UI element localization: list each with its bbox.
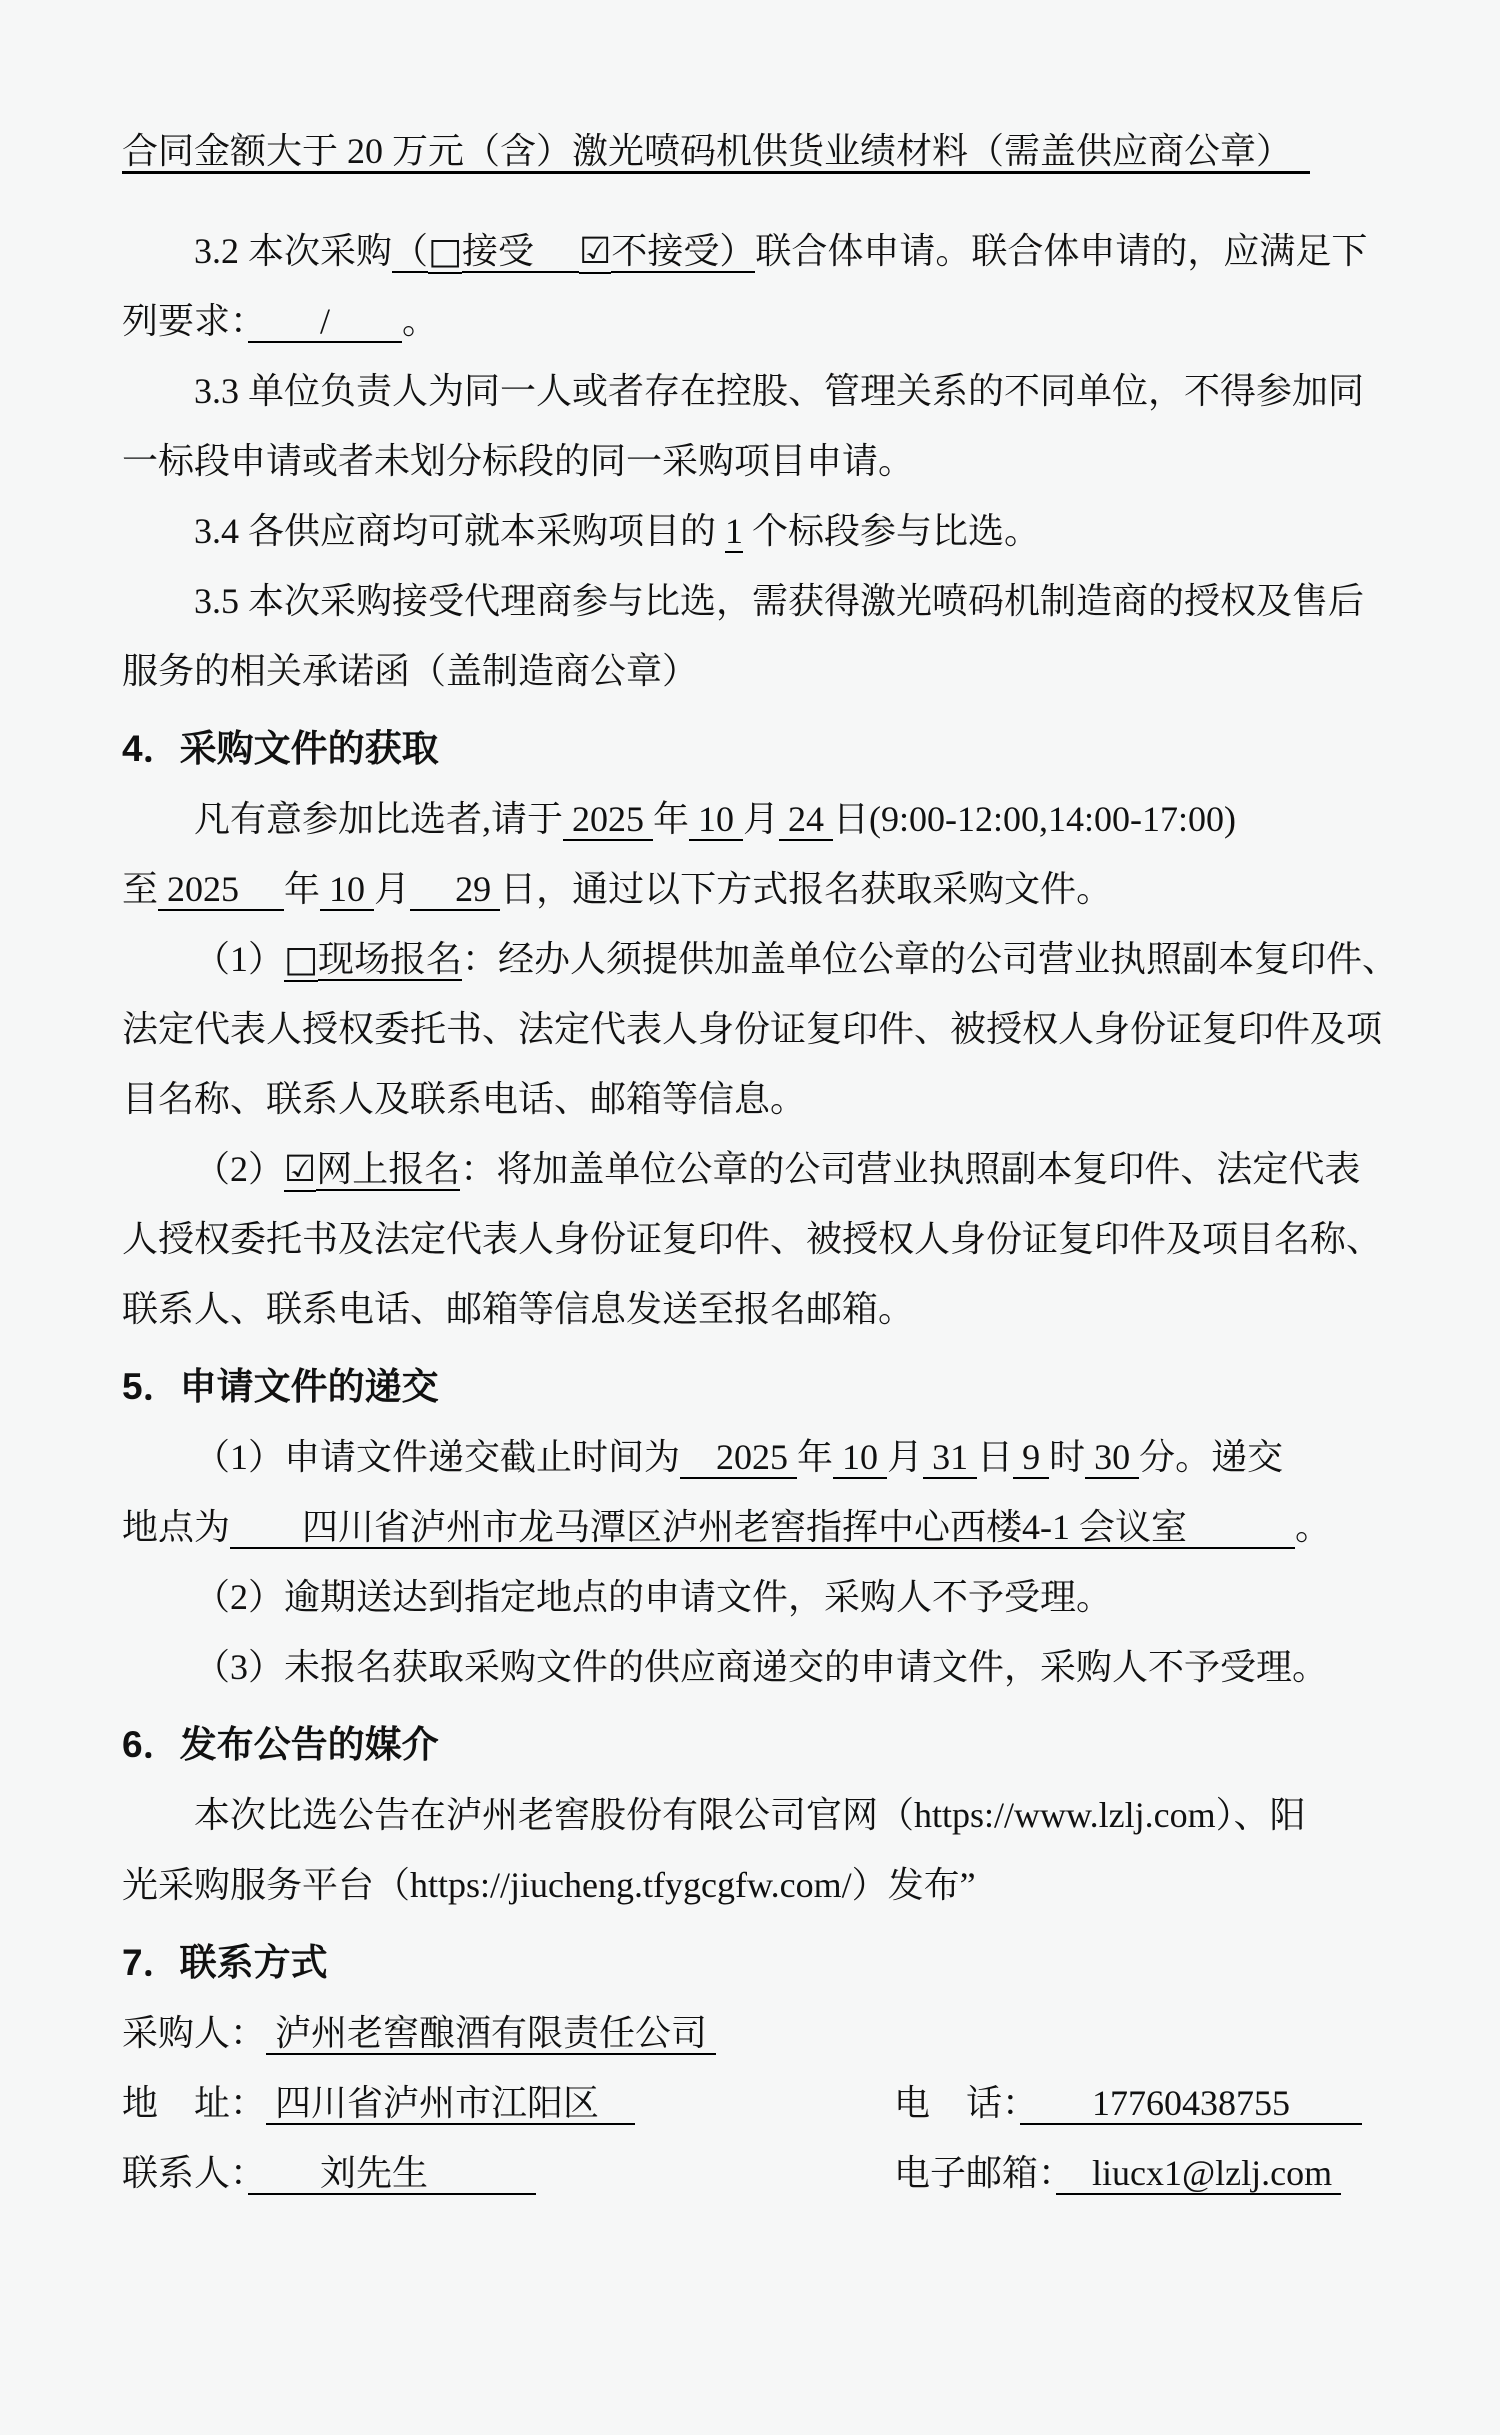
text-run: 10 [689,799,744,839]
clause-3-3 [122,356,1422,426]
text-run: （3）未报名获取采购文件的供应商递交的申请文件，采购人不予受理。 [194,1647,1329,1687]
text-run: 时 [1049,1437,1086,1477]
text-run: 一标段申请或者未划分标段的同一采购项目申请。 [122,441,915,481]
text-run: 2025 [158,869,285,909]
email-label: 电子邮箱： [894,2153,1057,2193]
text-run: 30 [1085,1437,1140,1477]
clause-3-5-cont [122,636,1422,706]
text-run: 本次比选公告在泸州老窖股份有限公司官网（https://www.lzlj.com）、阳 [194,1795,1306,1835]
text-run: 个标段参与比选。 [743,511,1041,551]
text-run: 四川省泸州市龙马潭区泸州老窖指挥中心西楼4-1 会议室 [230,1507,1296,1547]
text-run: 目名称、联系人及联系电话、邮箱等信息。 [122,1079,807,1119]
text-run: 法定代表人授权委托书、法定代表人身份证复印件、被授权人身份证复印件及项 [122,1009,1383,1049]
text-run: 人授权委托书及法定代表人身份证复印件、被授权人身份证复印件及项目名称、 [122,1219,1383,1259]
text-run: 3.3 单位负责人为同一人或者存在控股、管理关系的不同单位，不得参加同 [194,371,1365,411]
purchaser-label: 采购人： [122,2013,267,2053]
clause-3-3-cont [122,426,1422,496]
text-run: 2025 [680,1437,798,1477]
text-run: 地点为 [122,1507,231,1547]
checkbox-unchecked-icon: □ [284,939,319,980]
contact-purchaser [122,1998,1422,2068]
text-run [534,231,579,273]
text-run: 。 [1295,1507,1332,1547]
text-run: 7．联系方式 [122,1942,328,1983]
text-run: （1）申请文件递交截止时间为 [194,1437,681,1477]
text-run: 29 [410,869,501,909]
text-run: 网上报名 [316,1149,461,1189]
onsite-registration-line-3 [122,1064,1422,1134]
text-run: 4．采购文件的获取 [122,728,439,769]
email-value: liucx1@lzlj.com [1056,2153,1342,2193]
text-run: 10 [833,1437,888,1477]
text-run: 不接受） [611,231,756,271]
contact-person-value: 刘先生 [248,2153,537,2193]
online-registration-line-3 [122,1274,1422,1344]
phone-label: 电 话： [894,2083,1021,2123]
text-run: （2）逾期送达到指定地点的申请文件，采购人不予受理。 [194,1577,1113,1617]
text-run: ：经办人须提供加盖单位公章的公司营业执照副本复印件、 [462,939,1399,979]
section-4-heading [122,714,1422,784]
clause-3-2-cont [122,286,1422,356]
submission-line-3 [122,1562,1422,1632]
text-run: 。 [402,301,439,341]
text-run: 2025 [563,799,654,839]
text-run: 9 [1013,1437,1050,1477]
text-run: （1） [194,939,285,979]
text-run: 24 [779,799,834,839]
text-run: 联合体申请。联合体申请的，应满足下 [755,231,1368,271]
text-run: 现场报名 [318,939,463,979]
text-run [1274,131,1310,174]
text-run: 3.4 各供应商均可就本采购项目的 [194,511,726,551]
online-registration-line-1 [122,1134,1422,1204]
text-run: ：将加盖单位公章的公司营业执照副本复印件、法定代表 [460,1149,1361,1189]
text-run: 日 [977,1437,1014,1477]
text-run: 至 [122,869,159,909]
onsite-registration-line-2 [122,994,1422,1064]
text-run: （2） [194,1149,285,1189]
checkbox-checked-icon: ☑ [284,1149,317,1190]
contact-address-phone-right [894,2068,1362,2138]
text-run: 6．发布公告的媒介 [122,1724,439,1765]
media-line-2 [122,1850,1422,1920]
text-run: 凡有意参加比选者,请于 [194,799,564,839]
clause-3-2 [122,216,1422,286]
submission-line-2 [122,1492,1422,1562]
text-run: 光采购服务平台（https://jiucheng.tfygcgfw.com/）发布” [122,1865,976,1905]
address-value: 四川省泸州市江阳区 [266,2083,636,2123]
address-label: 地 址： [122,2083,267,2123]
acquisition-line-1 [122,784,1422,854]
text-run: （ [392,231,429,271]
text-run: 日，通过以下方式报名获取采购文件。 [500,869,1113,909]
text-run: 服务的相关承诺函（盖制造商公章） [122,651,699,691]
section-6-heading [122,1710,1422,1780]
online-registration-line-2 [122,1204,1422,1274]
text-run: 月 [887,1437,924,1477]
onsite-registration-line-1 [122,924,1422,994]
text-run: 5．申请文件的递交 [122,1366,439,1407]
text-run: 联系人、联系电话、邮箱等信息发送至报名邮箱。 [122,1289,915,1329]
text-run: 月 [374,869,411,909]
section-7-heading [122,1928,1422,1998]
text-run: 分。递交 [1139,1437,1284,1477]
clause-3-4 [122,496,1422,566]
text-run: 1 [725,511,744,551]
media-line-1 [122,1780,1422,1850]
text-run: 3.2 本次采购 [194,231,393,271]
text-run: 31 [923,1437,978,1477]
contact-address-phone [122,2068,1422,2138]
text-run: 日(9:00-12:00,14:00-17:00) [833,799,1237,839]
checkbox-checked-icon: ☑ [579,231,612,272]
contact-person-label: 联系人： [122,2153,249,2193]
text-run: 3.5 本次采购接受代理商参与比选，需获得激光喷码机制造商的授权及售后 [194,581,1365,621]
checkbox-unchecked-icon: □ [428,231,463,272]
acquisition-line-2 [122,854,1422,924]
text-run: 接受 [462,231,535,271]
submission-line-4 [122,1632,1422,1702]
text-run: 年 [653,799,690,839]
text-run: / [248,301,403,341]
text-run: 年 [284,869,321,909]
text-run: 列要求： [122,301,249,341]
contact-person-email-right [894,2138,1341,2208]
clause-3-5 [122,566,1422,636]
purchaser-value: 泸州老窖酿酒有限责任公司 [266,2013,717,2053]
contact-person-email-left [122,2153,536,2195]
contact-address-phone-left [122,2083,635,2125]
text-run: 合同金额大于 20 万元（含）激光喷码机供货业绩材料（需盖供应商公章） [122,131,1274,174]
text-run: 10 [320,869,375,909]
section-5-heading [122,1352,1422,1422]
contact-person-email [122,2138,1422,2208]
submission-line-1 [122,1422,1422,1492]
text-run: 月 [743,799,780,839]
text-run: 年 [797,1437,834,1477]
performance-material-requirement-line [122,116,1422,186]
phone-value: 17760438755 [1020,2083,1363,2123]
